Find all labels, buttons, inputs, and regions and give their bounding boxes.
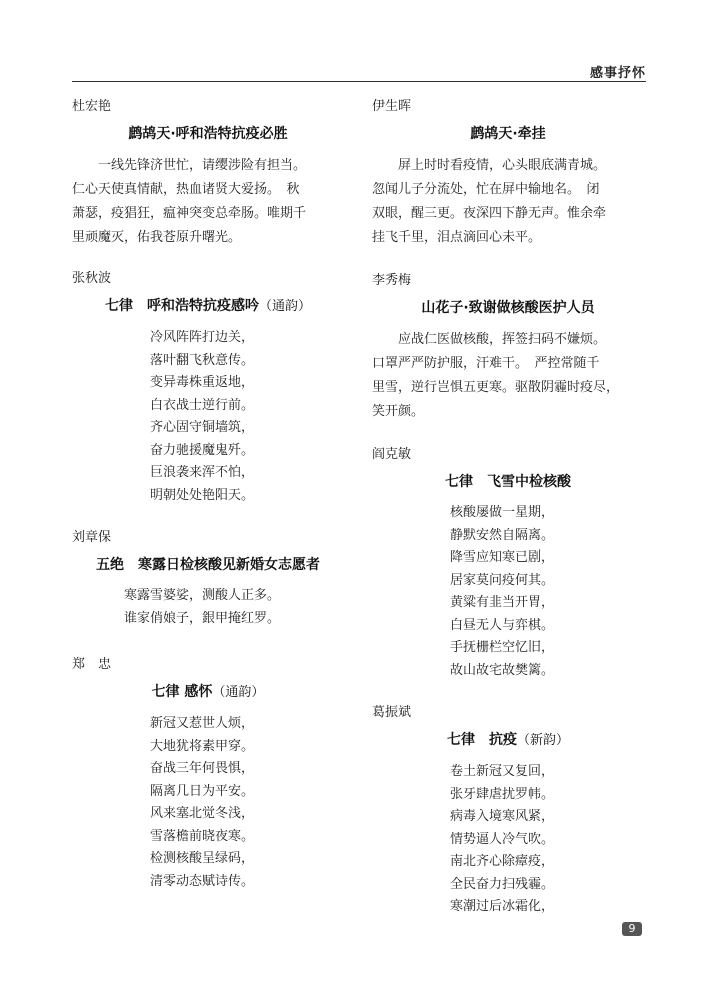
poem-line: 清零动态赋诗传。 xyxy=(150,873,255,889)
poem-rhyme-note: （通韵） xyxy=(212,685,265,700)
poem-author: 葛振斌 xyxy=(372,705,412,720)
poem-line: 仁心天使真情献，热血诸贤大爱扬。 秋 xyxy=(72,182,300,197)
poem-line: 检测核酸呈绿码， xyxy=(150,851,255,866)
poem-title-text: 七律 抗疫 xyxy=(446,732,517,748)
poem-section xyxy=(72,270,344,507)
poem-rhyme-note: （新韵） xyxy=(516,733,569,748)
poem-title xyxy=(72,124,344,144)
poem-line: 南北齐心除瘴疫， xyxy=(450,854,555,869)
poem-line: 忽闻儿子分流处，忙在屏中输地名。 闭 xyxy=(372,182,600,197)
poem-line: 变异毒株重返地， xyxy=(150,375,255,390)
poem-line: 口罩严严防护服，汗难干。 严控常随千 xyxy=(372,356,600,371)
poem-title-text: 山花子·致谢做核酸医护人员 xyxy=(421,300,595,316)
poem-line: 隔离几日为平安。 xyxy=(150,783,255,799)
poem-body-prose xyxy=(372,328,644,424)
poem-line: 全民奋力扫残霾。 xyxy=(450,876,555,892)
poem-line: 双眼，醒三更。夜深四下静无声。惟余牵 xyxy=(372,206,607,221)
page-number: 9 xyxy=(622,922,642,936)
poem-line: 屏上时时看疫情，心头眼底满青城。 xyxy=(398,158,607,173)
poem-body-verse xyxy=(72,713,344,893)
poem-line: 里顽魔灭，佑我苍原升曙光。 xyxy=(72,230,242,245)
poem-line: 寒潮过后冰霜化， xyxy=(450,899,555,914)
poem-body-verse xyxy=(72,585,344,630)
poem-line: 笑开颜。 xyxy=(372,404,425,419)
poem-author: 刘章保 xyxy=(72,530,112,545)
poem-line: 情势逼人冷气吹。 xyxy=(450,831,555,847)
poem-line: 齐心固守铜墙筑， xyxy=(150,420,255,435)
poem-line: 应战仁医做核酸，挥签扫码不嫌烦。 xyxy=(398,332,607,347)
left-column xyxy=(72,98,344,893)
poem-line: 奋战三年何畏惧， xyxy=(150,761,255,776)
poem-title-text: 七律 感怀 xyxy=(151,684,213,700)
poem-line: 黄粱有韭当开胃， xyxy=(450,595,555,610)
section-title: 感事抒怀 xyxy=(589,66,646,81)
poem-body-verse xyxy=(72,327,344,507)
poem-title-text: 五绝 寒露日检核酸见新婚女志愿者 xyxy=(96,557,320,573)
poem-title xyxy=(372,298,644,318)
poem-line: 大地犹将素甲穿。 xyxy=(150,738,255,754)
poem-line: 白衣战士逆行前。 xyxy=(150,397,255,413)
poem-title-text: 七律 飞雪中检核酸 xyxy=(445,474,571,490)
poem-author: 伊生晖 xyxy=(372,99,412,114)
poem-title xyxy=(72,555,344,575)
header-rule xyxy=(72,81,646,82)
poem-line: 白昼无人与弈棋。 xyxy=(450,617,555,633)
poem-line: 风来塞北觉冬浅， xyxy=(150,806,255,821)
poem-line: 故山故宅故樊篱。 xyxy=(450,662,555,678)
poem-body-prose xyxy=(72,154,344,250)
poem-line: 手抚栅栏空忆旧， xyxy=(450,640,555,655)
poem-line: 核酸屡做一星期， xyxy=(450,505,555,520)
right-column xyxy=(372,98,644,919)
poem-line: 病毒入境寒风紧， xyxy=(450,809,555,824)
poem-line: 新冠又惹世人烦， xyxy=(150,716,255,731)
poem-author: 杜宏艳 xyxy=(72,99,112,114)
poem-line: 奋力驰援魔鬼歼。 xyxy=(150,442,255,458)
poem-line: 萧瑟，疫猖狂，瘟神突变总牵肠。唯期千 xyxy=(72,206,307,221)
poem-line: 张牙肆虐扰罗帏。 xyxy=(450,786,555,802)
poem-title-text: 鹧鸪天·牵挂 xyxy=(470,126,546,142)
poem-title xyxy=(372,472,644,492)
poem-title-text: 鹧鸪天·呼和浩特抗疫必胜 xyxy=(128,126,288,142)
poem-section xyxy=(372,446,644,682)
poem-line: 卷土新冠又复回， xyxy=(450,764,555,779)
poem-title xyxy=(372,124,644,144)
poem-line: 明朝处处艳阳天。 xyxy=(150,487,255,503)
poem-line: 巨浪袭来浑不怕， xyxy=(150,465,255,480)
poem-line: 居家莫问疫何其。 xyxy=(450,572,555,588)
poem-line: 降雪应知寒已剧， xyxy=(450,550,555,565)
poem-rhyme-note: （通韵） xyxy=(258,299,311,314)
poem-section xyxy=(72,656,344,893)
page-header xyxy=(72,60,646,80)
poem-section xyxy=(72,98,344,250)
poem-line: 里雪，逆行岂惧五更寒。驱散阴霾时疫尽， xyxy=(372,380,620,395)
poem-title xyxy=(72,682,344,703)
poem-body-prose xyxy=(372,154,644,250)
poem-line: 雪落檐前晓夜寒。 xyxy=(150,828,255,844)
poem-section xyxy=(372,704,644,919)
poem-section xyxy=(372,98,644,250)
poem-body-verse xyxy=(372,761,644,919)
poem-title xyxy=(72,296,344,317)
poem-title xyxy=(372,730,644,751)
poem-author: 张秋波 xyxy=(72,271,112,286)
poem-line: 冷风阵阵打边关， xyxy=(150,330,255,345)
poem-author: 阎克敏 xyxy=(372,447,412,462)
poem-section xyxy=(72,529,344,630)
poem-line: 一线先锋济世忙，请缨涉险有担当。 xyxy=(98,158,307,173)
poem-section xyxy=(372,272,644,424)
poem-line: 落叶翻飞秋意传。 xyxy=(150,352,255,368)
poem-author: 郑 忠 xyxy=(72,657,112,672)
poem-author: 李秀梅 xyxy=(372,273,412,288)
poem-title-text: 七律 呼和浩特抗疫感吟 xyxy=(104,298,259,314)
poem-line: 挂飞千里，泪点滴回心未平。 xyxy=(372,230,542,245)
poem-body-verse xyxy=(372,502,644,682)
poem-line: 谁家俏娘子，銀甲掩红罗。 xyxy=(124,610,281,626)
poem-line: 寒露雪婆娑，测酸人正多。 xyxy=(124,588,281,603)
poem-line: 静默安然自隔离。 xyxy=(450,527,555,543)
